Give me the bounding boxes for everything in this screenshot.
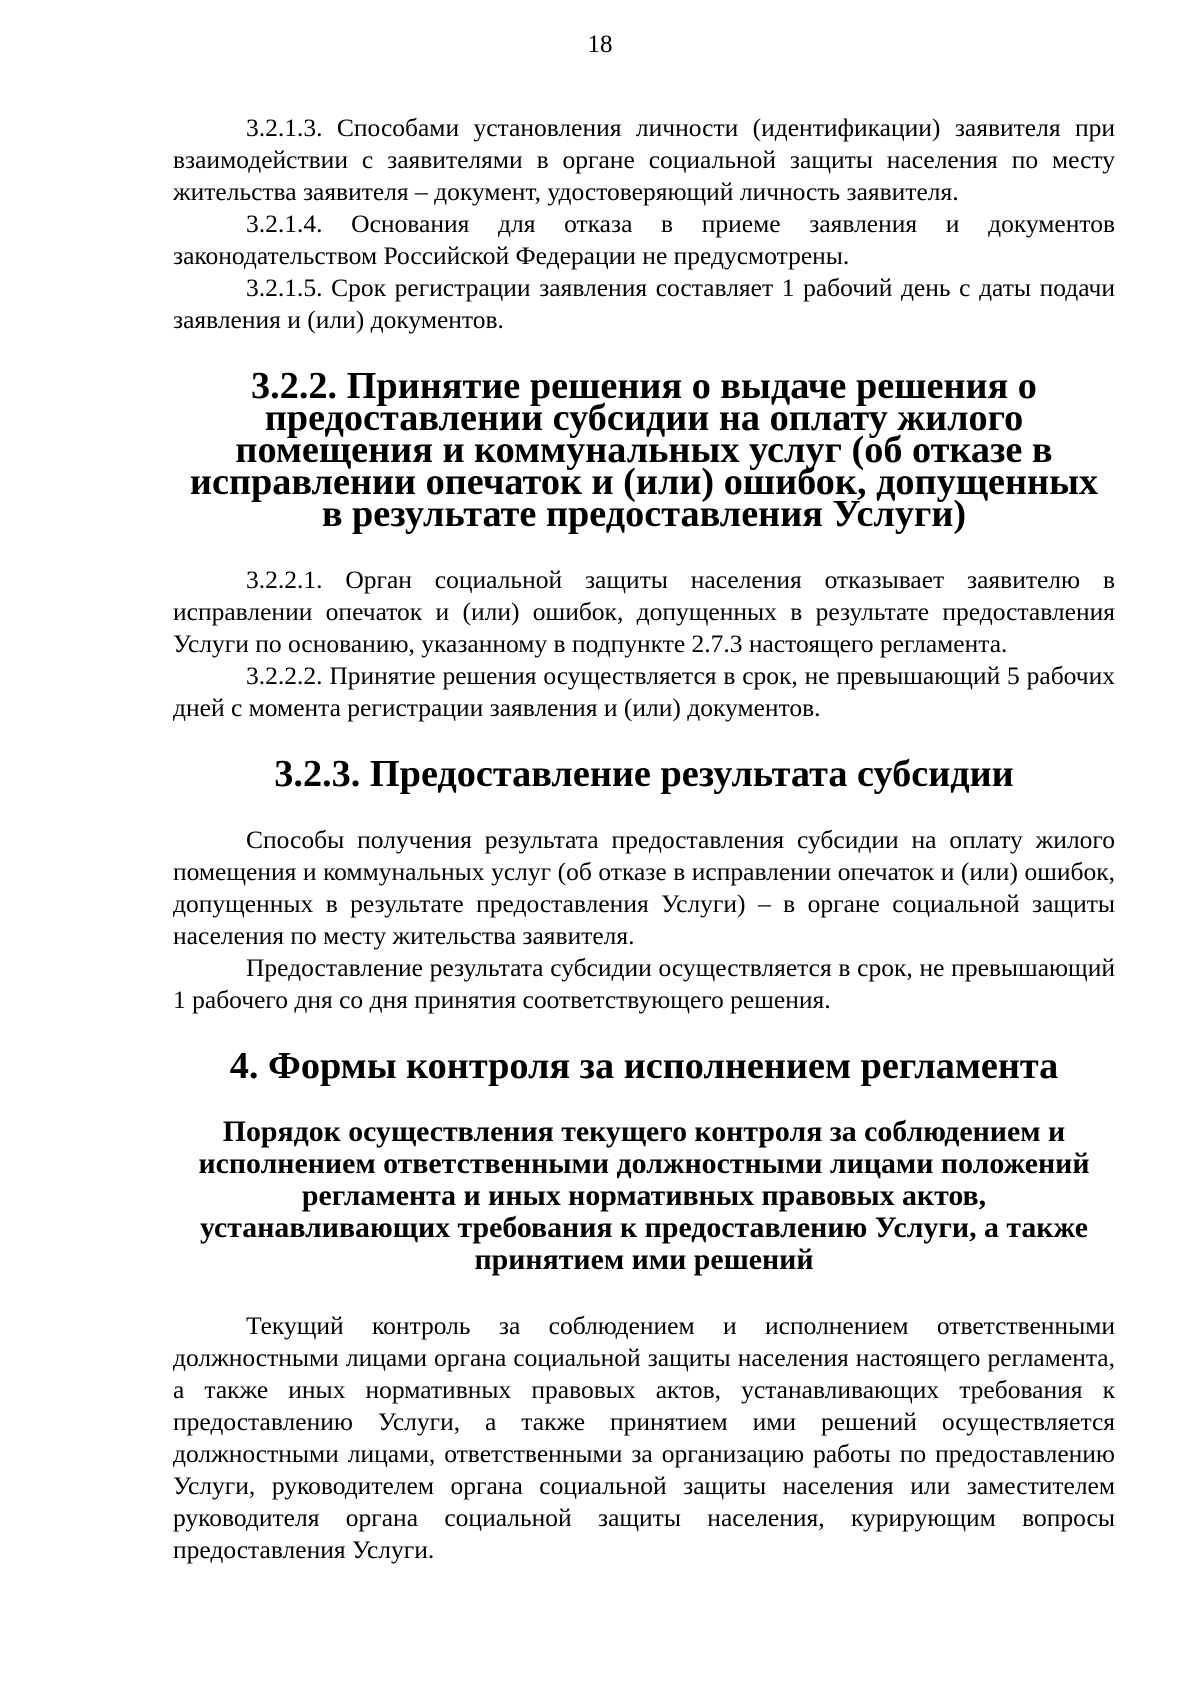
heading-3-2-2: 3.2.2. Принятие решения о выдаче решения о предоставлении субсидии на оплату жилого помещения и коммунальных услуг (об отказе в исправлении опечаток и (или) ошибок, допущенных в результате предоставления Услуги): [189, 365, 1099, 535]
page-number: 18: [587, 31, 613, 58]
heading-4: 4. Формы контроля за исполнением регламента: [229, 1045, 1059, 1087]
paragraph-4-1: Текущий контроль за соблюдением и исполнением ответственными должностными лицами органа социальной защиты населения настоящего регламента, а также иных нормативных правовых актов, устанавливающих требования к предоставлению Услуги, а также принятием ими решений осуществляется должностными лицами, ответственными за организацию работы по предоставлению Услуги, руководителем органа социальной защиты населения или заместителем руководителя органа социальной защиты населения, курирующим вопросы предоставления Услуги.: [173, 1311, 1115, 1564]
paragraph-3-2-1-3: 3.2.1.3. Способами установления личности (идентификации) заявителя при взаимодействии с заявителями в органе социальной защиты населения по месту жительства заявителя – документ, удостоверяющий личность заявителя.: [173, 113, 1115, 206]
paragraph-3-2-2-1: 3.2.2.1. Орган социальной защиты населения отказывает заявителю в исправлении опечаток и (или) ошибок, допущенных в результате предоставления Услуги по основанию, указанному в подпункте 2.7.3 настоящего регламента.: [173, 565, 1115, 658]
paragraph-3-2-2-2: 3.2.2.2. Принятие решения осуществляется в срок, не превышающий 5 рабочих дней с момента регистрации заявления и (или) документов.: [173, 661, 1115, 722]
paragraph-3-2-3-1: Способы получения результата предоставления субсидии на оплату жилого помещения и коммунальных услуг (об отказе в исправлении опечаток и (или) ошибок, допущенных в результате предоставления Услуги) – в органе социальной защиты населения по месту жительства заявителя.: [173, 825, 1115, 950]
paragraph-3-2-1-4: 3.2.1.4. Основания для отказа в приеме заявления и документов законодательством Российской Федерации не предусмотрены.: [173, 209, 1115, 270]
paragraph-3-2-1-5: 3.2.1.5. Срок регистрации заявления составляет 1 рабочий день с даты подачи заявления и (или) документов.: [173, 273, 1115, 334]
paragraph-3-2-3-2: Предоставление результата субсидии осуществляется в срок, не превышающий 1 рабочего дня со дня принятия соответствующего решения.: [173, 953, 1115, 1014]
heading-3-2-3: 3.2.3. Предоставление результата субсидии: [274, 753, 1014, 795]
document-body: [173, 112, 1115, 1566]
subheading-4-control: Порядок осуществления текущего контроля за соблюдением и исполнением ответственными должностными лицами положений регламента и иных нормативных правовых актов, устанавливающих требования к предоставлению Услуги, а также принятием ими решений: [198, 1115, 1090, 1276]
